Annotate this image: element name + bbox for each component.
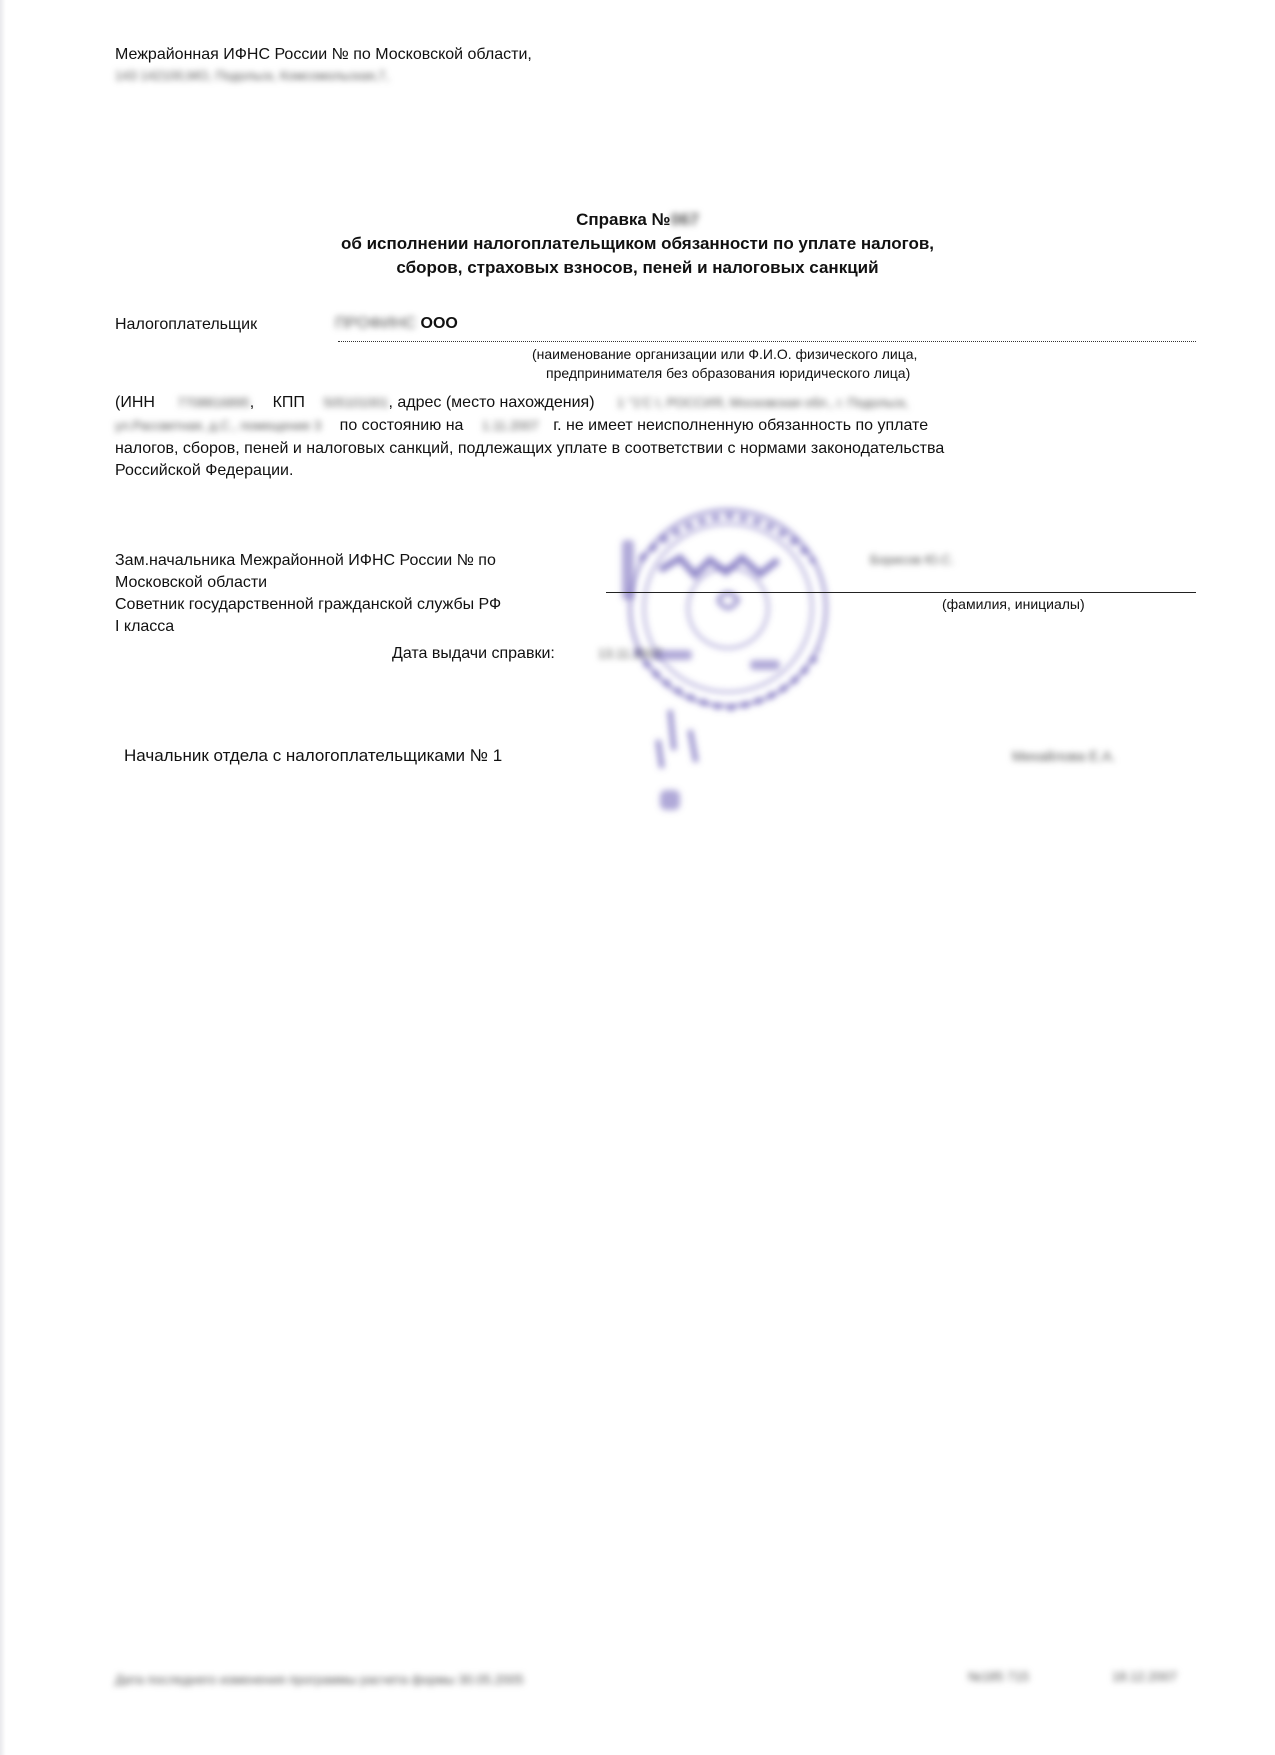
department-head-name: Михайлова Е.А.	[1012, 748, 1116, 764]
as-of-label: по состоянию на	[339, 417, 464, 434]
certificate-number: 067	[670, 210, 699, 229]
taxpayer-label: Налогоплательщик	[115, 316, 258, 333]
taxpayer-hint-1: (наименование организации или Ф.И.О. физического лица,	[532, 346, 918, 362]
title-prefix: Справка №	[576, 210, 671, 229]
kpp-label: КПП	[272, 394, 305, 411]
taxpayer-name-suffix: ООО	[420, 315, 458, 332]
authority-name: Межрайонная ИФНС России № по Московской области,	[115, 46, 532, 63]
title-line-3: сборов, страховых взносов, пеней и налоговых санкций	[396, 258, 879, 277]
signer-position-2: Московской области	[115, 574, 268, 591]
body-line-2-rest: г. не имеет неисполненную обязанность по уплате	[553, 417, 929, 434]
body-line-1	[115, 394, 909, 412]
signer-name-hint: (фамилия, инициалы)	[942, 596, 1085, 612]
issue-date-value: 13.11.2007	[598, 646, 663, 661]
signer-name: Борисов Ю.С.	[870, 552, 955, 567]
as-of-date: 1.11.2007	[481, 418, 539, 433]
body-line-2	[115, 417, 928, 435]
taxpayer-name-line	[338, 341, 1196, 342]
footer-program-note: Дата последнего изменения программы расчета формы 30.05.2005	[115, 1672, 524, 1687]
footer-date: 18.12.2007	[1112, 1669, 1178, 1684]
signer-position-4: I класса	[115, 618, 175, 635]
inn-value: 7708816895	[177, 395, 250, 410]
signer-position-3: Советник государственной гражданской службы РФ	[115, 596, 502, 613]
kpp-value: 505101001	[323, 395, 389, 410]
document-title	[0, 210, 1275, 230]
body-line-3: налогов, сборов, пеней и налоговых санкций, подлежащих уплате в соответствии с нормами законодательства	[115, 440, 945, 457]
title-line-2: об исполнении налогоплательщиком обязанности по уплате налогов,	[340, 234, 935, 253]
address-value-1: 1 °1'С I, РОССИЯ, Московская обл., г. Подольск,	[616, 395, 909, 410]
address-value-2: ул.Рассветная, д.С., помещение 3	[115, 418, 322, 433]
footer-form-number: №185 715	[968, 1669, 1029, 1684]
taxpayer-name	[335, 315, 458, 333]
issue-date-label: Дата выдачи справки:	[392, 645, 555, 662]
signer-position-1: Зам.начальника Межрайонной ИФНС России № по	[115, 552, 496, 569]
taxpayer-hint-2: предпринимателя без образования юридического лица)	[546, 365, 911, 381]
body-line-4: Российской Федерации.	[115, 462, 294, 479]
taxpayer-name-blurred: ПРОФИНС	[335, 315, 417, 332]
inn-comma: ,	[249, 394, 255, 411]
signature-line	[606, 592, 1196, 593]
authority-address: 143 142100,МО, Подольск, Комсомольская,7,	[115, 68, 390, 83]
address-label: , адрес (место нахождения)	[388, 394, 595, 411]
department-head-label: Начальник отдела с налогоплательщиками № 1	[124, 746, 503, 765]
inn-label: (ИНН	[115, 394, 155, 411]
